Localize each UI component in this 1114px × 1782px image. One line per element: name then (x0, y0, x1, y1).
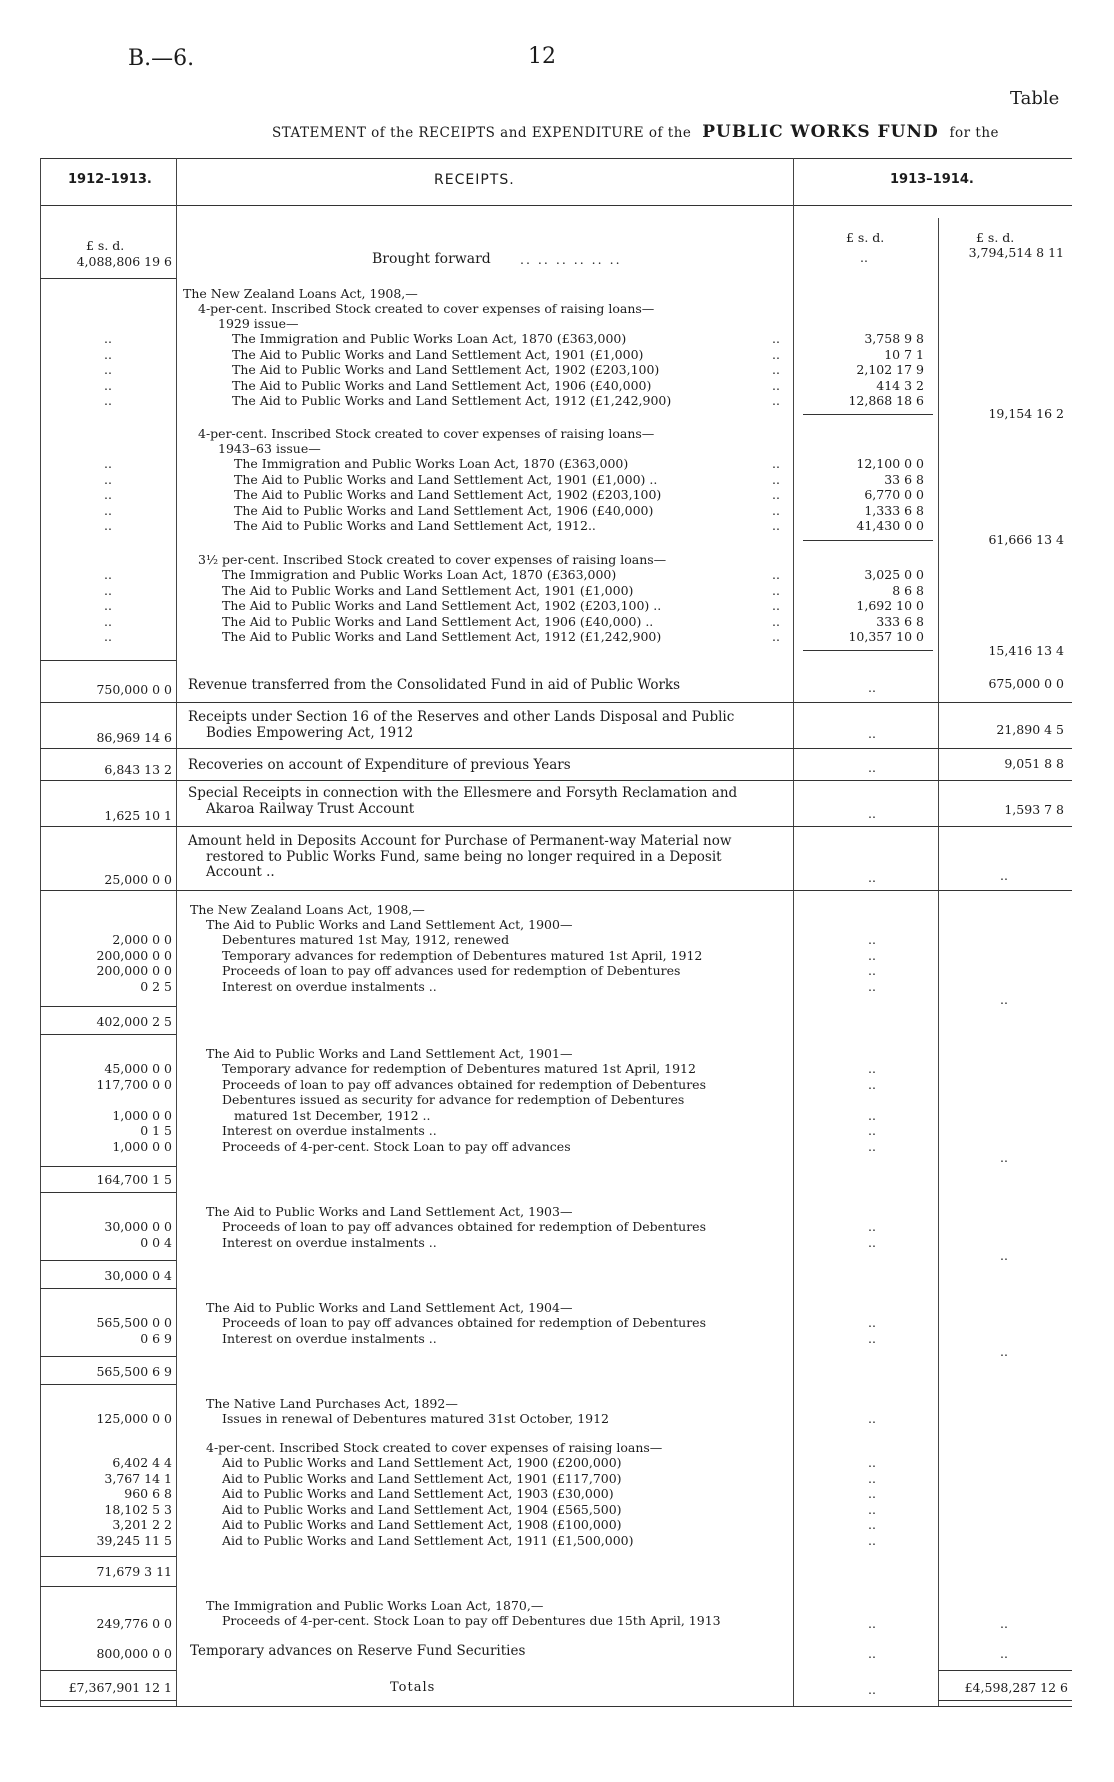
col-header-receipts: RECEIPTS. (434, 172, 515, 188)
leader: .. (104, 582, 112, 598)
amount: 2,102 17 9 (856, 362, 924, 377)
list-item: The Aid to Public Works and Land Settlement Act, 1902 (£203,100) (232, 362, 660, 377)
leader: .. (868, 978, 876, 994)
leader: .. (868, 1076, 876, 1092)
amount: 10,357 10 0 (848, 629, 924, 644)
title-fund: PUBLIC WORKS FUND (702, 122, 939, 142)
dots-col (868, 932, 876, 994)
totals-label: Totals (390, 1680, 436, 1695)
amount: 12,868 18 6 (848, 393, 924, 408)
leader: .. (868, 1517, 876, 1532)
list-item: Debentures issued as security for advance for redemption of Debentures (222, 1092, 685, 1107)
recoveries-mid: .. (868, 760, 876, 775)
leader: .. (104, 456, 112, 471)
stock-3half-sub: 3½ per-cent. Inscribed Stock created to cover expenses of raising loans— (198, 552, 667, 567)
issue-1929: 1929 issue— (218, 316, 299, 331)
dots-col (104, 331, 112, 409)
deposits-left: 25,000 0 0 (104, 872, 172, 887)
stock-3half-list (222, 567, 661, 645)
leader: .. (1000, 1344, 1008, 1359)
list-item: Aid to Public Works and Land Settlement Act, 1911 (£1,500,000) (222, 1532, 634, 1548)
immigration-1870-heading: The Immigration and Public Works Loan Act, 1870,— (206, 1598, 544, 1613)
leader: .. (868, 1123, 876, 1138)
rule (40, 1700, 176, 1701)
leader: .. (772, 487, 780, 502)
deposits-label (188, 834, 731, 881)
leader: .. (104, 613, 112, 629)
lsd-left: £ s. d. (86, 238, 125, 253)
rule (40, 826, 1072, 827)
amount: 333 6 8 (876, 613, 924, 629)
reserves-right: 21,890 4 5 (996, 722, 1064, 737)
leader: .. (104, 487, 112, 502)
deposits-right: .. (1000, 868, 1008, 883)
leader: .. (1000, 1616, 1008, 1631)
leader: .. (868, 1616, 876, 1631)
dots-col (104, 567, 112, 645)
act-1904-heading: The Aid to Public Works and Land Settlement Act, 1904— (206, 1300, 573, 1315)
leader: .. (868, 1219, 876, 1234)
native-1892-row: Issues in renewal of Debentures matured 31st October, 1912 (222, 1411, 609, 1426)
leader: .. (772, 346, 780, 362)
list-item: Proceeds of loan to pay off advances obtained for redemption of Debentures (222, 1219, 706, 1234)
leader: .. (868, 1532, 876, 1548)
amount: 3,025 0 0 (864, 567, 924, 582)
list-item: matured 1st December, 1912 .. (234, 1107, 431, 1123)
reserves-label-2: Bodies Empowering Act, 1912 (206, 724, 414, 741)
rule (40, 1166, 176, 1167)
table-label: Table (1010, 88, 1060, 109)
leader: .. (868, 1315, 876, 1330)
leader: .. (104, 502, 112, 518)
dots-col (868, 1061, 876, 1154)
amount: 45,000 0 0 (104, 1061, 172, 1076)
nz-loans-1908-heading: The New Zealand Loans Act, 1908,— (183, 286, 418, 301)
leader: .. (772, 567, 780, 582)
amount: 18,102 5 3 (104, 1501, 172, 1517)
lsd-right: £ s. d. (976, 230, 1015, 245)
native-1892-list (222, 1455, 633, 1548)
amount: 960 6 8 (124, 1486, 172, 1501)
leader: .. (868, 947, 876, 963)
temp-advances-left: 800,000 0 0 (96, 1646, 172, 1661)
amount: 41,430 0 0 (856, 518, 924, 533)
leader: .. (772, 456, 780, 471)
rule (40, 1192, 176, 1193)
col-divider-right (938, 218, 939, 1706)
list-item: The Aid to Public Works and Land Settlement Act, 1912.. (234, 518, 596, 533)
revenue-left: 750,000 0 0 (96, 682, 172, 697)
act-1900-list (222, 932, 702, 994)
lsd-mid: £ s. d. (846, 230, 885, 245)
leader: .. (772, 502, 780, 518)
list-item: The Aid to Public Works and Land Settlement Act, 1901 (£1,000) (232, 346, 644, 362)
stock-1929-list (232, 331, 671, 409)
leader: .. (772, 582, 780, 598)
immigration-1870-row: Proceeds of 4-per-cent. Stock Loan to pay off Debentures due 15th April, 1913 (222, 1613, 721, 1628)
amount: 117,700 0 0 (96, 1076, 172, 1092)
brought-forward-left: 4,088,806 19 6 (76, 254, 172, 269)
amount: 1,333 6 8 (864, 502, 924, 518)
leader: .. (868, 932, 876, 947)
act-1903-heading: The Aid to Public Works and Land Settlement Act, 1903— (206, 1204, 573, 1219)
statement-title (272, 122, 999, 142)
leader: .. (868, 1138, 876, 1154)
deposits-label-3: Account .. (206, 864, 275, 880)
rule (803, 650, 933, 651)
special-label-1: Special Receipts in connection with the Ellesmere and Forsyth Reclamation and (188, 785, 738, 801)
col-divider-left (176, 158, 177, 1706)
amount: 200,000 0 0 (96, 947, 172, 963)
leader: .. (868, 1330, 876, 1346)
list-item: The Aid to Public Works and Land Settlement Act, 1912 (£1,242,900) (222, 629, 662, 644)
list-item: Interest on overdue instalments .. (222, 978, 437, 994)
nz-loans-1908b-heading: The New Zealand Loans Act, 1908,— (190, 902, 425, 917)
dots-col (868, 1219, 876, 1250)
leader: .. (104, 377, 112, 393)
amount: 6,770 0 0 (864, 487, 924, 502)
table-bottom-rule (40, 1706, 1072, 1707)
rule (40, 1586, 176, 1587)
list-item: The Immigration and Public Works Loan Act, 1870 (£363,000) (234, 456, 629, 471)
recoveries-left: 6,843 13 2 (104, 762, 172, 777)
special-label (188, 786, 737, 817)
list-item: Aid to Public Works and Land Settlement Act, 1900 (£200,000) (222, 1455, 622, 1470)
native-1892-row-left: 125,000 0 0 (96, 1411, 172, 1426)
brought-forward-leader: .. .. .. .. .. .. (520, 252, 622, 267)
deposits-mid: .. (868, 870, 876, 885)
list-item: The Aid to Public Works and Land Settlement Act, 1901 (£1,000) .. (234, 471, 658, 487)
amount: 0 6 9 (140, 1330, 172, 1346)
amount: 0 2 5 (140, 978, 172, 994)
rule (40, 660, 176, 661)
list-item: The Aid to Public Works and Land Settlement Act, 1912 (£1,242,900) (232, 393, 672, 408)
recoveries-label: Recoveries on account of Expenditure of previous Years (188, 757, 571, 773)
stock-3half-amounts (796, 567, 924, 645)
rule (40, 702, 1072, 703)
stock-1943-amounts (796, 456, 924, 534)
act-1900-subtotal: 402,000 2 5 (96, 1014, 172, 1029)
rule (803, 414, 933, 415)
leader: .. (104, 362, 112, 377)
amount: 0 0 4 (140, 1234, 172, 1250)
deposits-label-2: restored to Public Works Fund, same being no longer required in a Deposit (206, 848, 722, 865)
native-1892-heading: The Native Land Purchases Act, 1892— (206, 1396, 458, 1411)
act-1901-list (222, 1061, 706, 1154)
brought-forward-mid: .. (860, 250, 868, 265)
act-1903-subtotal: 30,000 0 4 (104, 1268, 172, 1283)
leader: .. (772, 362, 780, 377)
rule (938, 1670, 1072, 1671)
leader: .. (104, 598, 112, 613)
act-1904-list (222, 1315, 706, 1346)
native-1892-amounts (40, 1455, 172, 1548)
recoveries-right: 9,051 8 8 (1004, 756, 1064, 771)
reserves-label-1: Receipts under Section 16 of the Reserves and other Lands Disposal and Public (188, 709, 735, 725)
reserves-mid: .. (868, 726, 876, 741)
list-item: The Aid to Public Works and Land Settlement Act, 1902 (£203,100) (234, 487, 662, 502)
report-reference: B.—6. (128, 46, 195, 71)
leader: .. (104, 331, 112, 346)
stock-1929-total: 19,154 16 2 (988, 406, 1064, 421)
amount: 3,758 9 8 (864, 331, 924, 346)
list-item: The Immigration and Public Works Loan Act, 1870 (£363,000) (232, 331, 627, 346)
special-label-2: Akaroa Railway Trust Account (206, 800, 415, 817)
amount: 1,692 10 0 (856, 598, 924, 613)
amount: 8 6 8 (892, 582, 924, 598)
amount: 1,000 0 0 (112, 1138, 172, 1154)
list-item: The Aid to Public Works and Land Settlement Act, 1902 (£203,100) .. (222, 598, 662, 613)
header-rule (40, 205, 1072, 206)
leader: .. (104, 629, 112, 644)
rule (40, 1260, 176, 1261)
rule (40, 1556, 176, 1557)
title-suffix: for the (949, 125, 1000, 141)
leader: .. (1000, 1150, 1008, 1165)
temp-advances-label: Temporary advances on Reserve Fund Securities (190, 1643, 526, 1659)
list-item: Aid to Public Works and Land Settlement Act, 1904 (£565,500) (222, 1501, 622, 1517)
reserves-label (188, 710, 734, 741)
rule (40, 748, 1072, 749)
leader: .. (868, 1646, 876, 1661)
stock-3half-total: 15,416 13 4 (988, 643, 1064, 658)
list-item: The Aid to Public Works and Land Settlement Act, 1906 (£40,000) .. (222, 613, 654, 629)
reserves-left: 86,969 14 6 (96, 730, 172, 745)
stock-1943-total: 61,666 13 4 (988, 532, 1064, 547)
leader: .. (868, 1234, 876, 1250)
title-prefix: STATEMENT of the RECEIPTS and EXPENDITURE of the (272, 125, 692, 141)
leader: .. (104, 393, 112, 408)
amount: 30,000 0 0 (104, 1219, 172, 1234)
totals-left: £7,367,901 12 1 (68, 1680, 172, 1695)
list-item: The Aid to Public Works and Land Settlement Act, 1906 (£40,000) (234, 502, 654, 518)
issue-1943: 1943–63 issue— (218, 441, 321, 456)
rule (40, 1670, 176, 1671)
list-item: Interest on overdue instalments .. (222, 1330, 437, 1346)
col-divider-mid (793, 158, 794, 1706)
rule (40, 1384, 176, 1385)
col-header-1913: 1913–1914. (890, 172, 974, 187)
list-item: The Aid to Public Works and Land Settlement Act, 1901 (£1,000) (222, 582, 634, 598)
leader: .. (1000, 992, 1008, 1007)
list-item: Aid to Public Works and Land Settlement Act, 1908 (£100,000) (222, 1517, 622, 1532)
list-item: Proceeds of loan to pay off advances used for redemption of Debentures (222, 963, 681, 978)
amount: 200,000 0 0 (96, 963, 172, 978)
col-header-1912: 1912–1913. (68, 172, 152, 187)
list-item: Aid to Public Works and Land Settlement Act, 1903 (£30,000) (222, 1486, 614, 1501)
revenue-label: Revenue transferred from the Consolidated Fund in aid of Public Works (188, 677, 681, 693)
amount: 3,767 14 1 (104, 1470, 172, 1486)
list-item: Proceeds of 4-per-cent. Stock Loan to pay off advances (222, 1138, 571, 1154)
leader: .. (772, 518, 780, 533)
amount: 12,100 0 0 (856, 456, 924, 471)
immigration-1870-left: 249,776 0 0 (96, 1616, 172, 1631)
rule (40, 780, 1072, 781)
act-1903-amounts (40, 1219, 172, 1250)
rule (40, 278, 176, 279)
leader: .. (772, 629, 780, 644)
deposits-label-1: Amount held in Deposits Account for Purchase of Permanent-way Material now (188, 833, 732, 849)
leader: .. (772, 331, 780, 346)
special-right: 1,593 7 8 (1004, 802, 1064, 817)
rule (40, 1356, 176, 1357)
dots-col (868, 1455, 876, 1548)
dots-col (868, 1315, 876, 1346)
act-1903-list (222, 1219, 706, 1250)
leader: .. (772, 471, 780, 487)
special-left: 1,625 10 1 (104, 808, 172, 823)
leader: .. (772, 613, 780, 629)
list-item: Temporary advance for redemption of Debentures matured 1st April, 1912 (222, 1061, 696, 1076)
amount: 414 3 2 (876, 377, 924, 393)
dots-col (104, 456, 112, 534)
list-item: Interest on overdue instalments .. (222, 1123, 437, 1138)
list-item: Interest on overdue instalments .. (222, 1234, 437, 1250)
native-1892-sub: 4-per-cent. Inscribed Stock created to cover expenses of raising loans— (206, 1440, 663, 1455)
leader: .. (868, 1682, 876, 1697)
revenue-right: 675,000 0 0 (988, 676, 1064, 691)
act-1904-subtotal: 565,500 6 9 (96, 1364, 172, 1379)
amount: 3,201 2 2 (112, 1517, 172, 1532)
amount: 1,000 0 0 (112, 1107, 172, 1123)
stock-1943-list (234, 456, 661, 534)
list-item: Proceeds of loan to pay off advances obtained for redemption of Debentures (222, 1315, 706, 1330)
list-item: Debentures matured 1st May, 1912, renewed (222, 932, 510, 947)
brought-forward-label: Brought forward (372, 251, 491, 267)
rule (40, 1006, 176, 1007)
rule (40, 890, 1072, 891)
dots-col (772, 567, 780, 645)
leader: .. (104, 346, 112, 362)
leader: .. (104, 471, 112, 487)
table-top-rule (40, 158, 1072, 159)
rule (803, 540, 933, 541)
leader: .. (868, 1501, 876, 1517)
stock-1929-sub: 4-per-cent. Inscribed Stock created to cover expenses of raising loans— (198, 301, 655, 316)
amount: 565,500 0 0 (96, 1315, 172, 1330)
amount: 10 7 1 (884, 346, 924, 362)
dots-col (772, 331, 780, 409)
rule (938, 1700, 1072, 1701)
leader: .. (868, 1470, 876, 1486)
page-number: 12 (528, 44, 556, 69)
act-1901-heading: The Aid to Public Works and Land Settlement Act, 1901— (206, 1046, 573, 1061)
act-1900-amounts (40, 932, 172, 994)
amount: 39,245 11 5 (96, 1532, 172, 1548)
leader: .. (772, 393, 780, 408)
list-item: Aid to Public Works and Land Settlement Act, 1901 (£117,700) (222, 1470, 622, 1486)
leader: .. (104, 518, 112, 533)
leader: .. (868, 1411, 876, 1426)
act-1901-amounts (40, 1061, 172, 1154)
stock-1929-amounts (796, 331, 924, 409)
amount: 6,402 4 4 (112, 1455, 172, 1470)
brought-forward-right: 3,794,514 8 11 (968, 245, 1064, 260)
list-item: Proceeds of loan to pay off advances obtained for redemption of Debentures (222, 1076, 706, 1092)
act-1904-amounts (40, 1315, 172, 1346)
leader: .. (868, 1107, 876, 1123)
special-mid: .. (868, 806, 876, 821)
dots-col (772, 456, 780, 534)
revenue-mid: .. (868, 680, 876, 695)
amount: 0 1 5 (140, 1123, 172, 1138)
leader: .. (772, 377, 780, 393)
amount: 2,000 0 0 (112, 932, 172, 947)
native-1892-subtotal: 71,679 3 11 (96, 1564, 172, 1579)
leader: .. (868, 1455, 876, 1470)
act-1901-subtotal: 164,700 1 5 (96, 1172, 172, 1187)
leader: .. (868, 1061, 876, 1076)
leader: .. (772, 598, 780, 613)
leader: .. (1000, 1248, 1008, 1263)
list-item: Temporary advances for redemption of Debentures matured 1st April, 1912 (222, 947, 703, 963)
amount: 33 6 8 (884, 471, 924, 487)
leader: .. (868, 1486, 876, 1501)
leader: .. (104, 567, 112, 582)
rule (40, 1288, 176, 1289)
totals-right: £4,598,287 12 6 (964, 1680, 1068, 1695)
act-1900-heading: The Aid to Public Works and Land Settlement Act, 1900— (206, 917, 573, 932)
stock-1943-sub: 4-per-cent. Inscribed Stock created to cover expenses of raising loans— (198, 426, 655, 441)
leader: .. (868, 963, 876, 978)
rule (40, 1034, 176, 1035)
leader: .. (1000, 1646, 1008, 1661)
list-item: The Aid to Public Works and Land Settlement Act, 1906 (£40,000) (232, 377, 652, 393)
list-item: The Immigration and Public Works Loan Act, 1870 (£363,000) (222, 567, 617, 582)
